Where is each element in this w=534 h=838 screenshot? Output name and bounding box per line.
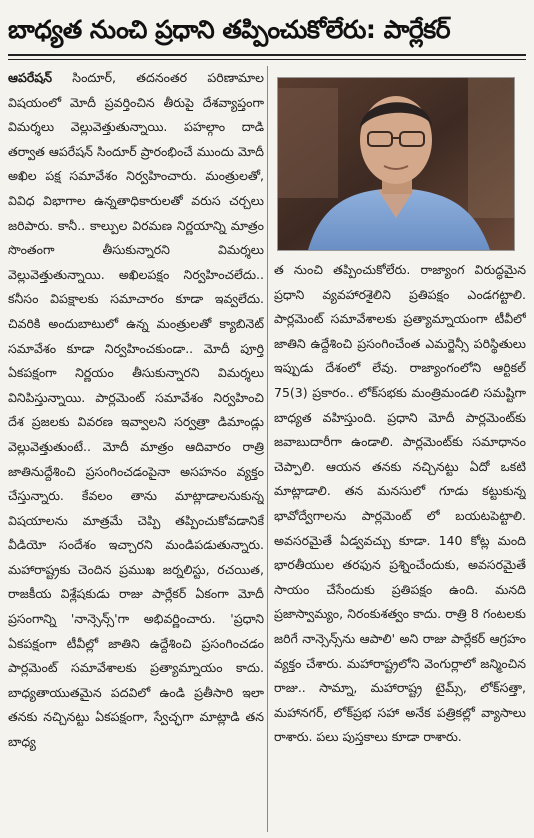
article-text-left: సిందూర్, తదనంతర పరిణామాల విషయంలో మోదీ ప్రవర్తించిన తీరుపై దేశవ్యాప్తంగా విమర్శలు వెల్లువెత్తుతున్నాయి. పహల్గాం దాడి తర్వాత ఆపరేషన్ సిందూర్ ప్రారంభించే ముందు మోదీ అఖిల పక్ష సమావేశం నిర్వహించారు. మంత్రులతో, వివిధ విభాగాల ఉన్నతాధికారులతో వరుస చర్చలు జరిపారు. కానీ.. కాల్పుల విరమణ నిర్ణయాన్ని మాత్రం సొంతంగా తీసుకున్నారని విమర్శలు వెల్లువెత్తుతున్నాయి. అఖిలపక్షం నిర్వహించలేదు.. కనీసం విపక్షాలకు సమాచారం కూడా ఇవ్వలేదు. చివరికి అందుబాటులో ఉన్న మంత్రులతో క్యాబినెట్ సమావేశం కూడా నిర్వహించకుండా.. మోదీ పూర్తి ఏకపక్షంగా నిర్ణయం తీసుకున్నారని విమర్శలు వినిపిస్తున్నాయి. పార్లమెంట్ సమావేశం నిర్వహించి దేశ ప్రజలకు వివరణ ఇవ్వాలని సర్వత్రా డిమాండ్లు వెల్లువెత్తుతుంటే.. మోదీ మాత్రం ఆదివారం రాత్రి జాతినుద్దేశించి ప్రసంగించడంపైనా అసహనం వ్యక్తం చేస్తున్నారు. కేవలం తాను మాట్లాడాలనుకున్న విషయాలను మాత్రమే చెప్పి తప్పించుకోవడానికే వీడియో సందేశం ఇచ్చారని మండిపడుతున్నారు. మహారాష్ట్రకు చెందిన ప్రముఖ జర్నలిస్టు, రచయిత, రాజకీయ విశ్లేషకుడు రాజు పార్లేకర్ ఏకంగా మోదీ ప్రసంగాన్ని 'నాన్సెన్స్'గా అభివర్ణించారు. 'ప్రధాని ఏకపక్షంగా టీవీల్లో జాతిని ఉద్దేశించి ప్రసంగించడం పార్లమెంట్ సమావేశాలకు ప్రత్యామ్నాయం కాదు. బాధ్యతాయుతమైన పదవిలో ఉండి ప్రతీసారి ఇలా తనకు నచ్చినట్టు ఏకపక్షంగా, స్వేచ్ఛగా మాట్లాడి తన బాధ్య	[8, 70, 264, 750]
article-column-right	[274, 258, 526, 836]
article-column-left	[8, 66, 264, 836]
portrait-photo-icon	[278, 78, 514, 250]
article-paragraph-left	[8, 66, 264, 755]
headline-rule-bottom	[8, 59, 526, 60]
portrait-photo	[277, 77, 515, 251]
headline: బాధ్యత నుంచి ప్రధాని తప్పించుకోలేరు: పార్లేకర్	[8, 15, 451, 44]
column-divider	[267, 66, 268, 832]
headline-rule-top	[8, 54, 526, 56]
lead-word: ఆపరేషన్	[8, 70, 52, 85]
article-text-right: త నుంచి తప్పించుకోలేరు. రాజ్యాంగ విరుద్ధమైన ప్రధాని వ్యవహారశైలిని ప్రతిపక్షం ఎండగట్టాలి. పార్లమెంట్ సమావేశాలకు ప్రత్యామ్నాయంగా టీవీలో జాతిని ఉద్దేశించి ప్రసంగించేంత ఎమర్జెన్సీ పరిస్థితులు ఇప్పుడు దేశంలో లేవు. రాజ్యాంగంలోని ఆర్టికల్ 75(3) ప్రకారం.. లోక్‌సభకు మంత్రిమండలి సమష్టిగా బాధ్యత వహిస్తుంది. ప్రధాని మోదీ పార్లమెంట్‌కు జవాబుదారీగా ఉండాలి. పార్లమెంట్‌కు సమాధానం చెప్పాలి. ఆయన తనకు నచ్చినట్టు ఏదో ఒకటి మాట్లాడాలి. తన మనసులో గూడు కట్టుకున్న భావోద్వేగాలను పార్లమెంట్ లో బయటపెట్టాలి. అవసరమైతే ఏడ్వవచ్చు కూడా. 140 కోట్ల మంది భారతీయుల తరఫున ప్రశ్నించేందుకు, అవసరమైతే సాయం చేసేందుకు ప్రతిపక్షం ఉంది. మనది ప్రజాస్వామ్యం, నిరంకుశత్వం కాదు. రాత్రి 8 గంటలకు జరిగే నాన్సెన్స్‌ను ఆపాలి' అని రాజు పార్లేకర్ ఆగ్రహం వ్యక్తం చేశారు. మహారాష్ట్రలోని వెంగుర్లాలో జన్మించిన రాజు.. సామ్నా, మహారాష్ట్ర టైమ్స్, లోక్‌సత్తా, మహానగర్, లోక్‌ప్రభ సహా అనేక పత్రికల్లో వ్యాసాలు రాశారు. పలు పుస్తకాలు కూడా రాశారు.	[274, 262, 526, 745]
